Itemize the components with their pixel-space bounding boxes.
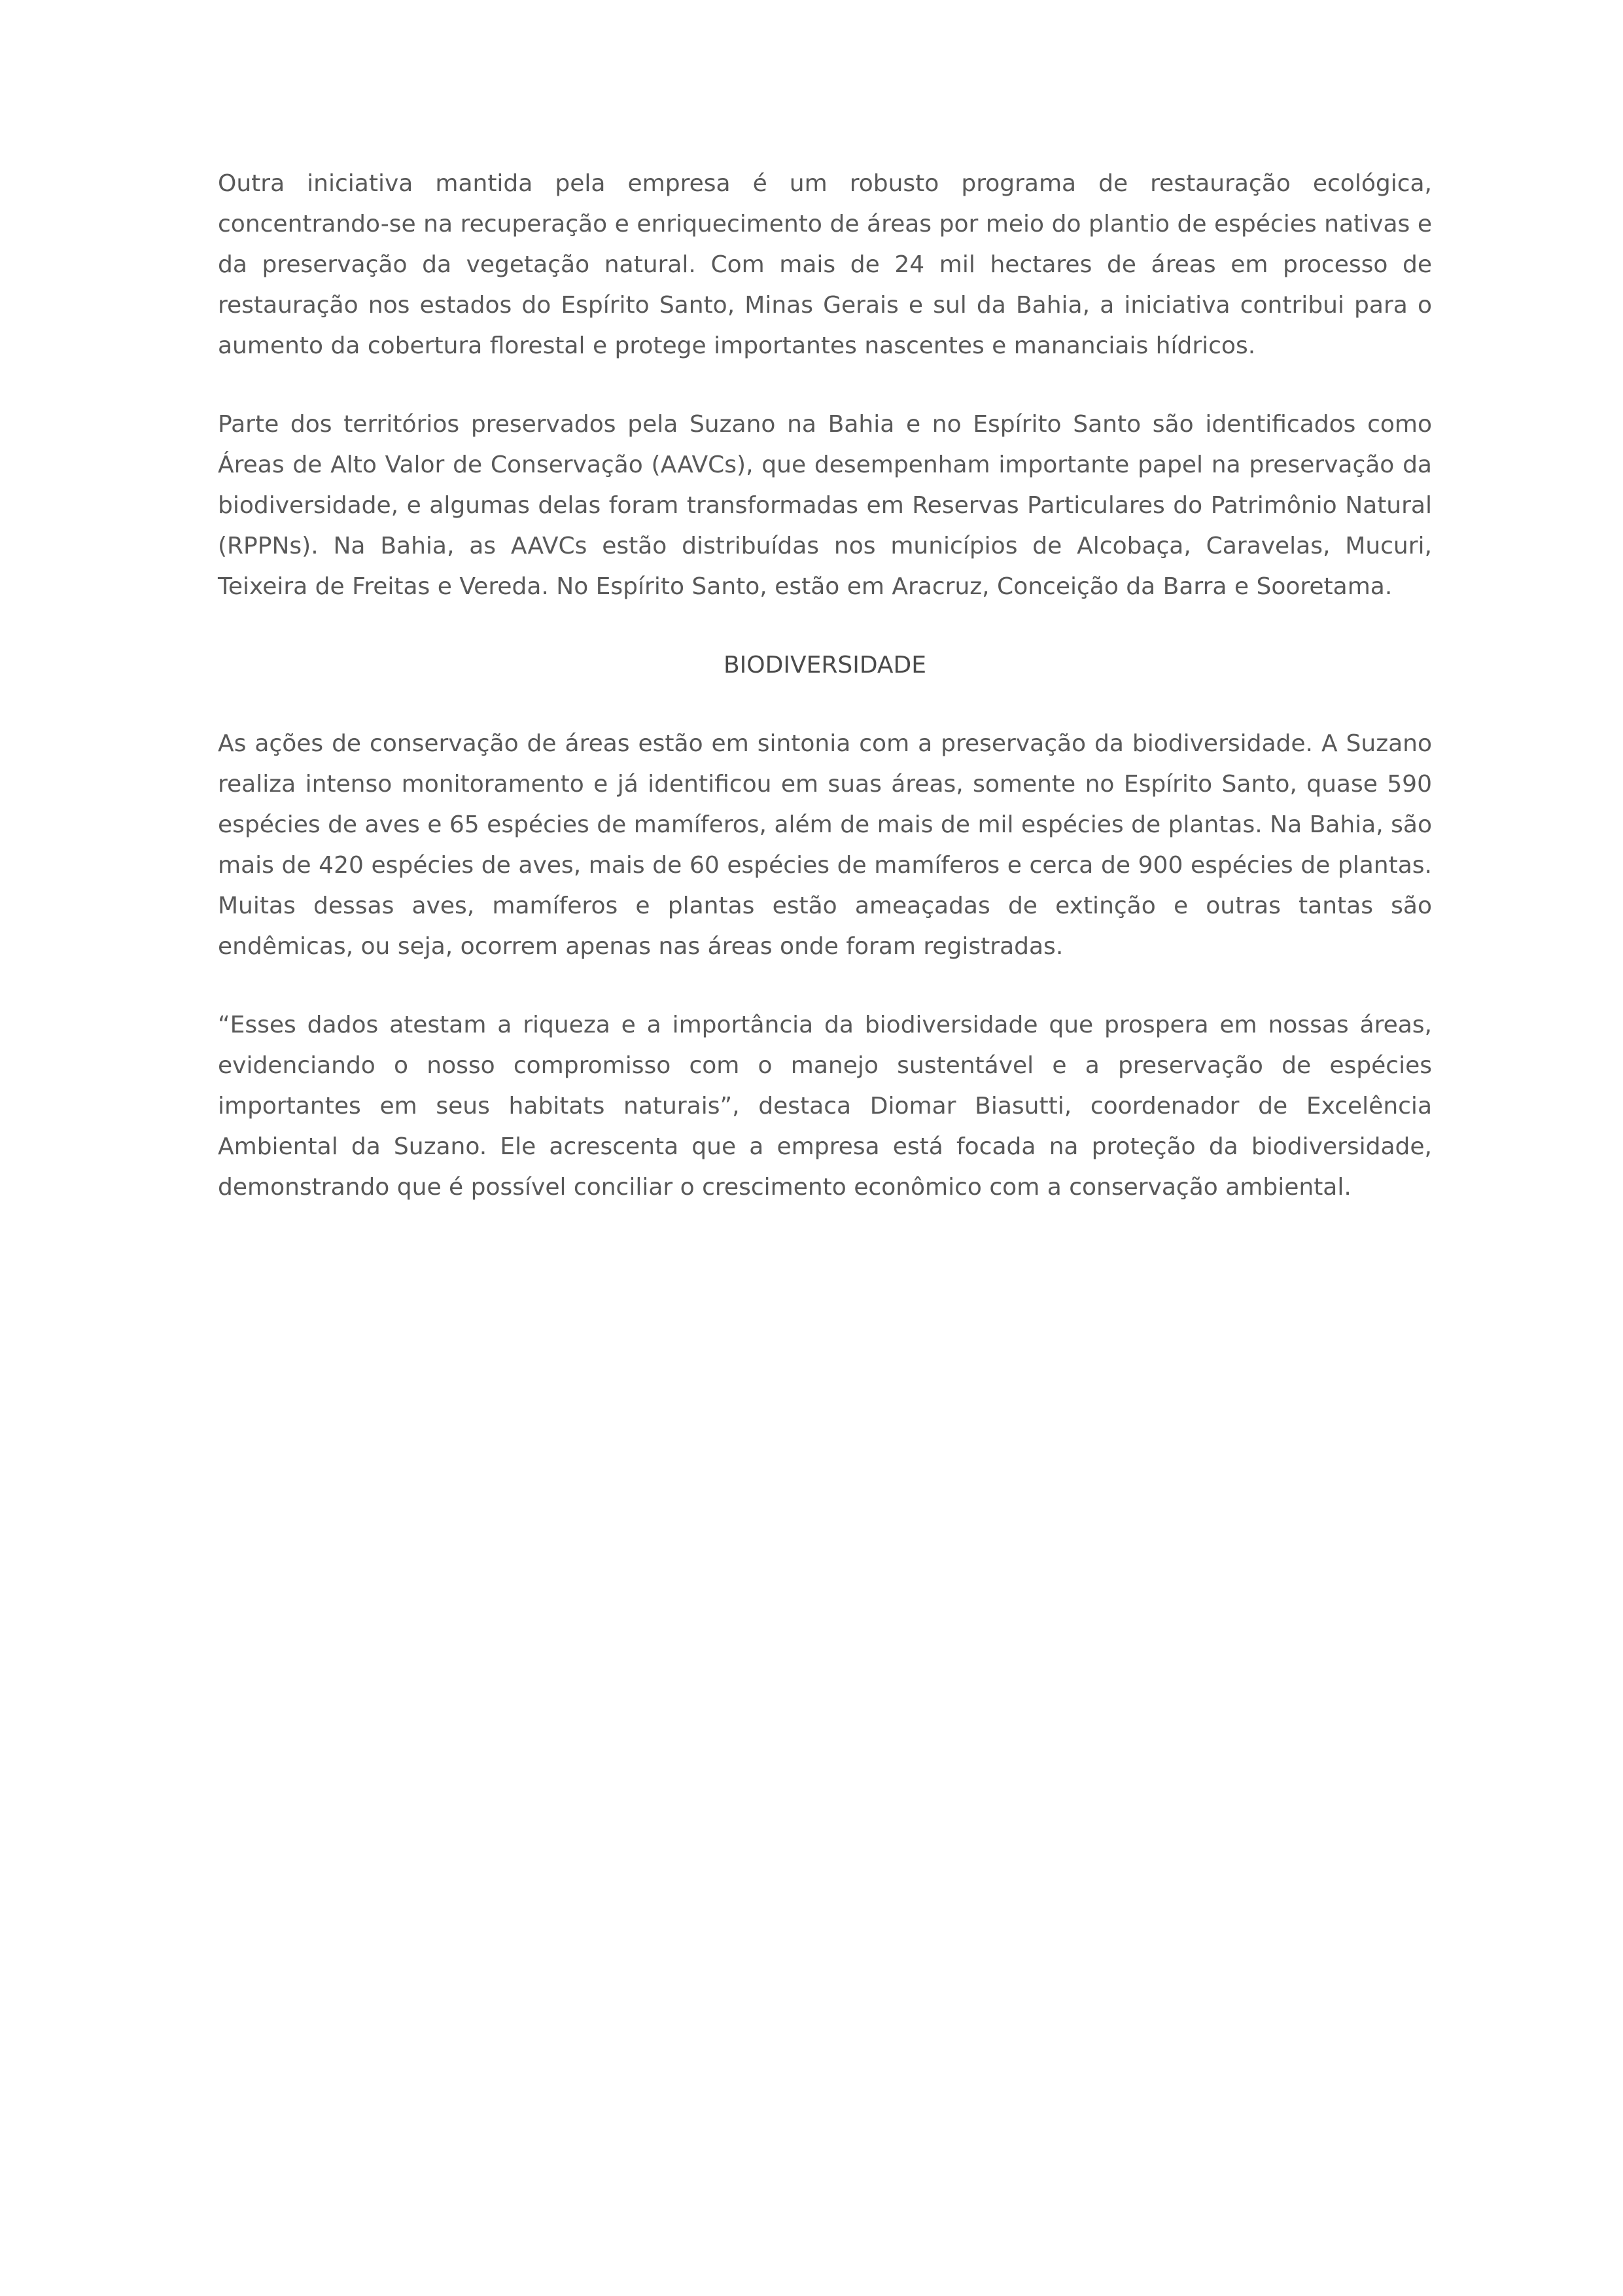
paragraph-aavcs: Parte dos territórios preservados pela Suzano na Bahia e no Espírito Santo são identificados como Áreas de Alto Valor de Conservação (AAVCs), que desempenham importante papel na preservação da biodiversidade, e algumas delas foram transformadas em Reservas Particulares do Patrimônio Natural (RPPNs). Na Bahia, as AAVCs estão distribuídas nos municípios de Alcobaça, Caravelas, Mucuri, Teixeira de Freitas e Vereda. No Espírito Santo, estão em Aracruz, Conceição da Barra e Sooretama. [218, 411, 1432, 600]
document-page [218, 164, 1432, 1246]
paragraph-biodiversity-monitoring: As ações de conservação de áreas estão em sintonia com a preservação da biodiversidade. A Suzano realiza intenso monitoramento e já identificou em suas áreas, somente no Espírito Santo, quase 590 espécies de aves e 65 espécies de mamíferos, além de mais de mil espécies de plantas. Na Bahia, são mais de 420 espécies de aves, mais de 60 espécies de mamíferos e cerca de 900 espécies de plantas. Muitas dessas aves, mamíferos e plantas estão ameaçadas de extinção e outras tantas são endêmicas, ou seja, ocorrem apenas nas áreas onde foram registradas. [218, 730, 1432, 960]
section-heading: BIODIVERSIDADE [723, 652, 927, 679]
paragraph-restoration: Outra iniciativa mantida pela empresa é um robusto programa de restauração ecológica, concentrando-se na recuperação e enriquecimento de áreas por meio do plantio de espécies nativas e da preservação da vegetação natural. Com mais de 24 mil hectares de áreas em processo de restauração nos estados do Espírito Santo, Minas Gerais e sul da Bahia, a iniciativa contribui para o aumento da cobertura florestal e protege importantes nascentes e mananciais hídricos. [218, 170, 1432, 359]
paragraph-quote: “Esses dados atestam a riqueza e a importância da biodiversidade que prospera em nossas áreas, evidenciando o nosso compromisso com o manejo sustentável e a preservação de espécies importantes em seus habitats naturais”, destaca Diomar Biasutti, coordenador de Excelência Ambiental da Suzano. Ele acrescenta que a empresa está focada na proteção da biodiversidade, demonstrando que é possível conciliar o crescimento econômico com a conservação ambiental. [218, 1012, 1432, 1201]
